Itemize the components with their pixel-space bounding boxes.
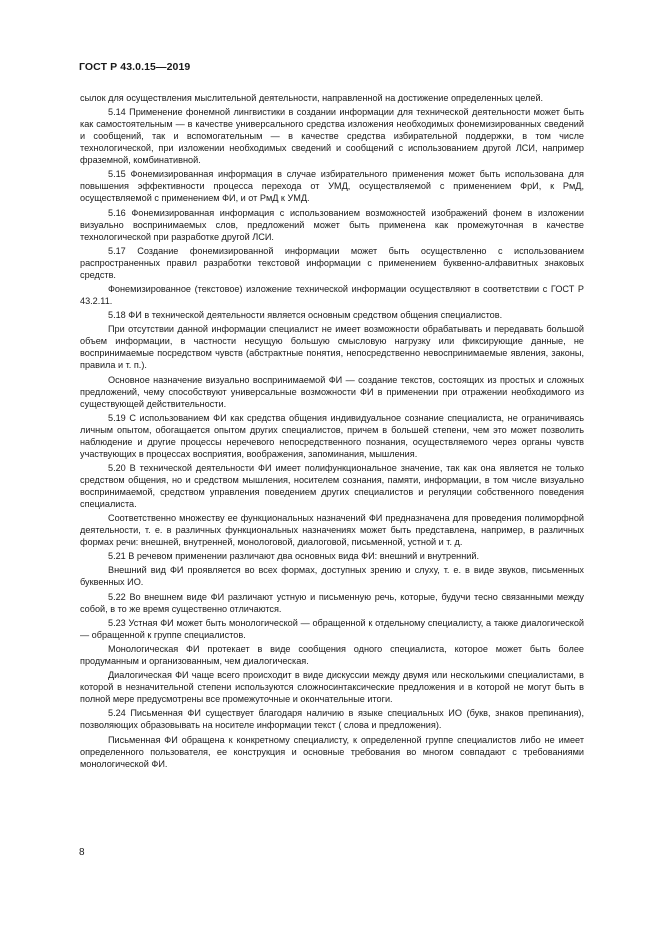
- paragraph: 5.19 С использованием ФИ как средства общения индивидуальное сознание специалиста, не ограничиваясь личным опытом, обогащается опытом других специалистов, причем в большей степени, чем это может позволить наблюдение и другие процессы неречевого непосредственного познания, осуществляемого через органы чувств участвующих в процессах восприятия, воображения, запоминания, мышления.: [80, 412, 584, 459]
- paragraph: 5.17 Создание фонемизированной информации может быть осуществленно с использованием распространенных правил разработки текстовой информации с применением буквенно-алфавитных знаковых средств.: [80, 245, 584, 280]
- paragraph: Фонемизированное (текстовое) изложение технической информации осуществляют в соответствии с ГОСТ Р 43.2.11.: [80, 283, 584, 306]
- paragraph: сылок для осуществления мыслительной деятельности, направленной на достижение определенных целей.: [80, 93, 544, 103]
- paragraph: Основное назначение визуально воспринимаемой ФИ — создание текстов, состоящих из простых и сложных предложений, чему способствуют универсальные возможности ФИ в применении при отражении необходимого из существующей действительности.: [80, 374, 584, 409]
- paragraph: При отсутствии данной информации специалист не имеет возможности обрабатывать и передавать большой объем информации, в частности несущую большую смысловую нагрузку или фиксирующие данные, не воспринимаемые посредством чувств (абстрактные понятия, непосредственно невоспринимаемые явления, законы, правила и т. п.).: [80, 324, 584, 371]
- paragraph: Монологическая ФИ протекает в виде сообщения одного специалиста, которое может быть более продуманным и организованным, чем диалогическая.: [80, 644, 584, 666]
- paragraph: 5.20 В технической деятельности ФИ имеет полифункциональное значение, так как она является не только средством общения, но и средством мышления, носителем сознания, памяти, информации, в том числе визуально воспринимаемой, средством управления поведением других специалистов и регуляции собственного поведения специалиста.: [80, 462, 584, 509]
- document-body: [80, 92, 584, 772]
- paragraph: Письменная ФИ обращена к конкретному специалисту, к определенной группе специалистов либо не имеет определенного пользователя, ее конструкция и основные требования во многом совпадают с требованиями монологической ФИ.: [80, 734, 584, 769]
- paragraph: 5.21 В речевом применении различают два основных вида ФИ: внешний и внутренний.: [108, 551, 479, 562]
- document-header: ГОСТ Р 43.0.15—2019: [79, 61, 191, 73]
- paragraph: Диалогическая ФИ чаще всего происходит в виде дискуссии между двумя или несколькими специалистами, в которой в незначительной степени используются сложносинтаксические предложения и в которой не могут быть в полной мере предусмотрены все промежуточные и окончательные итоги.: [80, 670, 584, 705]
- paragraph: 5.18 ФИ в технической деятельности является основным средством общения специалистов.: [108, 310, 503, 321]
- paragraph: 5.16 Фонемизированная информация с использованием возможностей изображений фонем в изложении визуально воспринимаемых слов, предложений может быть применена как промежуточная в качестве технологической при разработке другой ЛСИ.: [80, 207, 584, 242]
- paragraph: 5.15 Фонемизированная информация в случае избирательного применения может быть использована для повышения эффективности процесса перехода от УМД, осуществляемой с применением ФрИ, к РмД, осуществляемой с применением ФИ, и от РмД к УМД.: [80, 169, 584, 204]
- paragraph: 5.22 Во внешнем виде ФИ различают устную и письменную речь, которые, будучи тесно связанными между собой, в то же время существенно отличаются.: [80, 591, 584, 614]
- paragraph: Внешний вид ФИ проявляется во всех формах, доступных зрению и слуху, т. е. в виде звуков, письменных буквенных ИО.: [80, 565, 584, 588]
- paragraph: 5.14 Применение фонемной лингвистики в создании информации для технической деятельности может быть как самостоятельным — в качестве универсального средства изложения необходимых фонемизированных сведений и сообщений, так и вспомогательным — в качестве средства избирательной поддержки, в том числе технологической, при изложении необходимых сведений и сообщений с использованием другой ЛСИ, например фраземной, комбинативной.: [80, 107, 584, 166]
- page-number: 8: [79, 847, 85, 858]
- paragraph: 5.23 Устная ФИ может быть монологической — обращенной к отдельному специалисту, а также диалогической — обращенной к группе специалистов.: [80, 617, 584, 640]
- paragraph: Соответственно множеству ее функциональных назначений ФИ предназначена для проведения полиморфной деятельности, т. е. в различных функциональных назначениях может быть представлена, например, в различных формах речи: внешней, внутренней, монологовой, диалоговой, письменной, устной и т. д.: [80, 513, 584, 548]
- paragraph: 5.24 Письменная ФИ существует благодаря наличию в языке специальных ИО (букв, знаков препинания), позволяющих образовывать на носителе информации текст ( слова и предложения).: [80, 708, 584, 731]
